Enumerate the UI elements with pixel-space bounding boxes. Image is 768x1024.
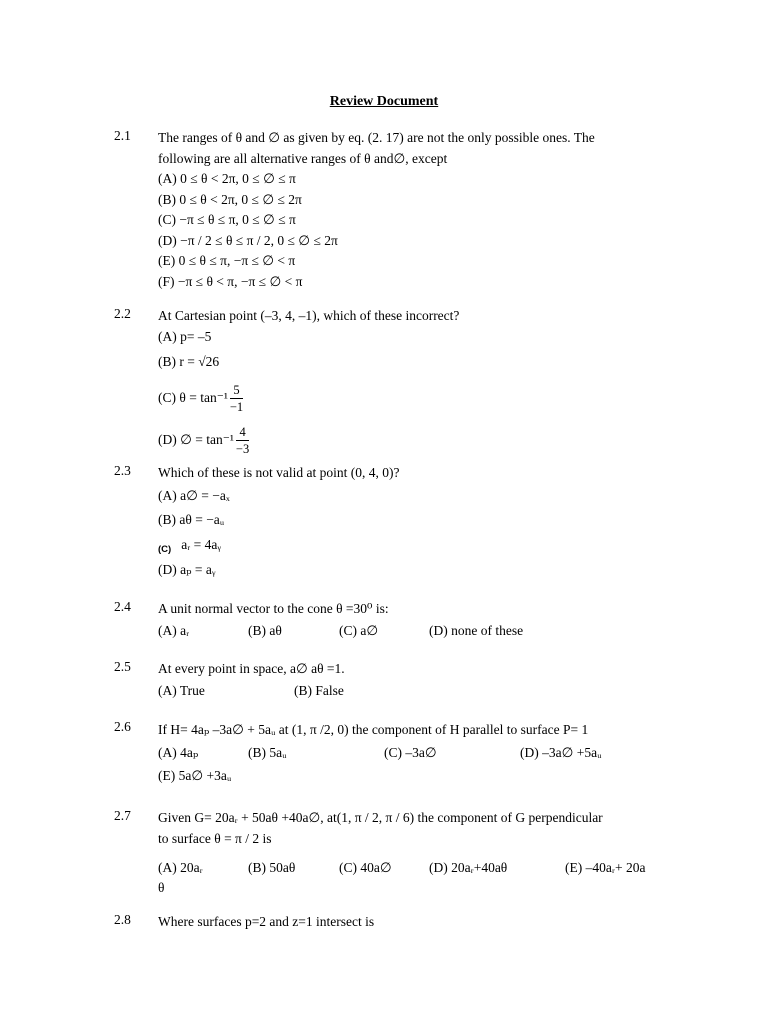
numerator: 5: [230, 382, 243, 399]
page-title: Review Document: [329, 94, 439, 109]
option-label: (D) ∅ = tan⁻¹: [158, 432, 234, 447]
question-body: [158, 306, 658, 461]
option-d: [158, 419, 658, 461]
question-number: 2.1: [114, 128, 131, 143]
options-row: [158, 620, 658, 641]
options-row: [158, 741, 658, 764]
question-number: 2.6: [114, 719, 131, 734]
option-label: (C): [158, 543, 172, 555]
question-body: [158, 718, 658, 787]
question-number: 2.7: [114, 808, 131, 823]
option-c: (C) a∅: [339, 622, 379, 638]
option-e: (E) 5a∅ +3aᵤ: [158, 768, 232, 783]
option-b: (B) aθ: [248, 622, 282, 638]
question-text: At Cartesian point (–3, 4, –1), which of these incorrect?: [158, 308, 460, 323]
question-text: Where surfaces p=2 and z=1 intersect is: [158, 914, 375, 929]
question-text: Which of these is not valid at point (0, 4, 0)?: [158, 465, 400, 480]
option-c: [158, 532, 658, 558]
option-e-wrap: θ: [158, 880, 165, 895]
numerator: 4: [236, 424, 249, 441]
option-d: (D) –3a∅ +5aᵤ: [520, 745, 602, 760]
question-number: 2.5: [114, 659, 131, 674]
option-b: (B) r = √26: [158, 354, 220, 369]
option-b: (B) aθ = −aᵤ: [158, 511, 225, 527]
question-text: Given G= 20aᵣ + 50aθ +40a∅, at(1, π / 2, π / 6) the component of G perpendicular: [158, 810, 603, 825]
option-e: (E) –40aᵣ+ 20a: [565, 860, 646, 875]
question-text: A unit normal vector to the cone θ =30⁰ is:: [158, 601, 389, 616]
question-body: [158, 463, 658, 582]
question-body: [158, 659, 658, 701]
question-number: 2.3: [114, 463, 131, 478]
denominator: −3: [235, 442, 250, 457]
question-text: to surface θ = π / 2 is: [158, 830, 272, 846]
question-number: 2.8: [114, 912, 131, 927]
options-row: [158, 857, 658, 878]
option-b: (B) 0 ≤ θ < 2π, 0 ≤ ∅ ≤ 2π: [158, 191, 302, 207]
option-b: (B) 50aθ: [248, 860, 296, 875]
question-number: 2.2: [114, 306, 131, 321]
option-d: (D) aₚ = aᵧ: [158, 561, 216, 577]
denominator: −1: [229, 400, 244, 415]
option-label: (C) θ = tan⁻¹: [158, 390, 228, 405]
question-body: [158, 912, 658, 933]
question-body: [158, 599, 658, 641]
question-text: following are all alternative ranges of θ and∅, except: [158, 150, 448, 166]
option-a: (A) 0 ≤ θ < 2π, 0 ≤ ∅ ≤ π: [158, 171, 296, 186]
fraction: [230, 382, 243, 415]
option-d: (D) none of these: [429, 622, 524, 638]
question-body: [158, 128, 658, 292]
option-a: (A) aᵣ: [158, 622, 190, 638]
option-d: (D) 20aᵣ+40aθ: [429, 860, 508, 875]
option-c: [158, 377, 658, 419]
option-b: (B) False: [294, 682, 344, 698]
option-text: aᵣ = 4aᵧ: [181, 536, 221, 552]
option-f: (F) −π ≤ θ < π, −π ≤ ∅ < π: [158, 273, 303, 289]
option-e: (E) 0 ≤ θ ≤ π, −π ≤ ∅ < π: [158, 253, 296, 268]
fraction: [236, 424, 249, 457]
question-text: The ranges of θ and ∅ as given by eq. (2. 17) are not the only possible ones. The: [158, 130, 595, 145]
option-a: (A) a∅ = −aₓ: [158, 487, 230, 503]
option-a: (A) True: [158, 682, 205, 698]
question-number: 2.4: [114, 599, 131, 614]
option-c: (C) –3a∅: [384, 745, 437, 760]
question-body: [158, 808, 658, 899]
question-text: At every point in space, a∅ aθ =1.: [158, 661, 345, 676]
option-a: (A) 20aᵣ: [158, 860, 203, 875]
option-c: (C) −π ≤ θ ≤ π, 0 ≤ ∅ ≤ π: [158, 212, 296, 227]
option-a: (A) p= –5: [158, 328, 212, 344]
option-d: (D) −π / 2 ≤ θ ≤ π / 2, 0 ≤ ∅ ≤ 2π: [158, 232, 338, 248]
option-c: (C) 40a∅: [339, 860, 392, 875]
question-text: If H= 4aₚ –3a∅ + 5aᵤ at (1, π /2, 0) the component of H parallel to surface P= 1: [158, 722, 589, 737]
options-row: [158, 680, 658, 701]
option-b: (B) 5aᵤ: [248, 745, 287, 760]
option-a: (A) 4aₚ: [158, 745, 199, 760]
